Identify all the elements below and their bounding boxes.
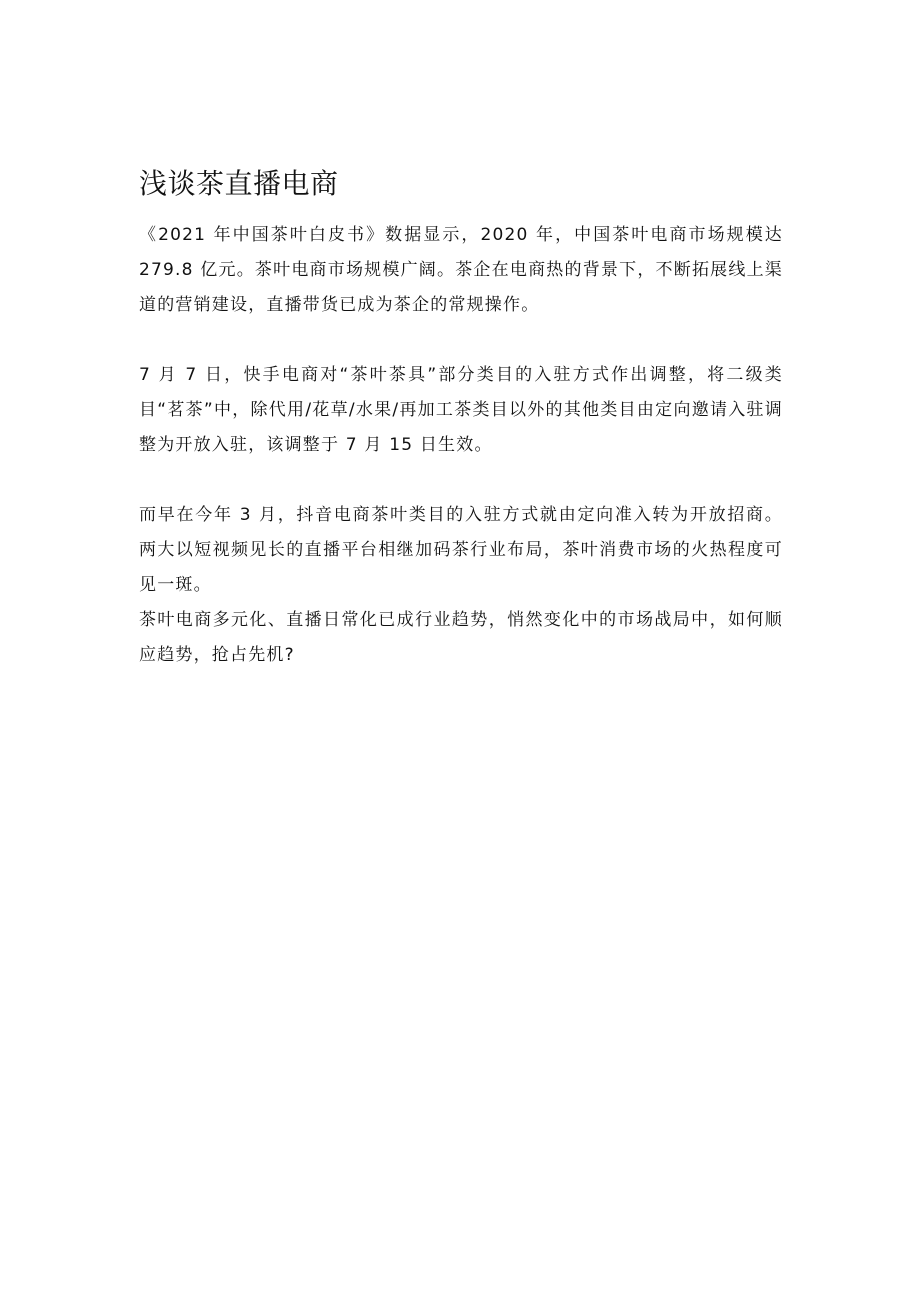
article-content [139, 163, 783, 673]
paragraph-kuaishou-adjustment: 7 月 7 日，快手电商对“茶叶茶具”部分类目的入驻方式作出调整，将二级类目“茗茶”中，除代用/花草/水果/再加工茶类目以外的其他类目由定向邀请入驻调整为开放入驻，该调整于 7 月 15 日生效。 [139, 365, 783, 455]
paragraph-douyin-opening: 而早在今年 3 月，抖音电商茶叶类目的入驻方式就由定向准入转为开放招商。两大以短视频见长的直播平台相继加码茶行业布局，茶叶消费市场的火热程度可见一斑。 [139, 505, 783, 595]
paragraph-market-size: 《2021 年中国茶叶白皮书》数据显示，2020 年，中国茶叶电商市场规模达 279.8 亿元。茶叶电商市场规模广阔。茶企在电商热的背景下，不断拓展线上渠道的营销建设，直播带货已成为茶企的常规操作。 [139, 225, 783, 315]
paragraph-industry-trend: 茶叶电商多元化、直播日常化已成行业趋势，悄然变化中的市场战局中，如何顺应趋势，抢占先机? [139, 610, 783, 665]
article-title: 浅谈茶直播电商 [139, 167, 339, 200]
